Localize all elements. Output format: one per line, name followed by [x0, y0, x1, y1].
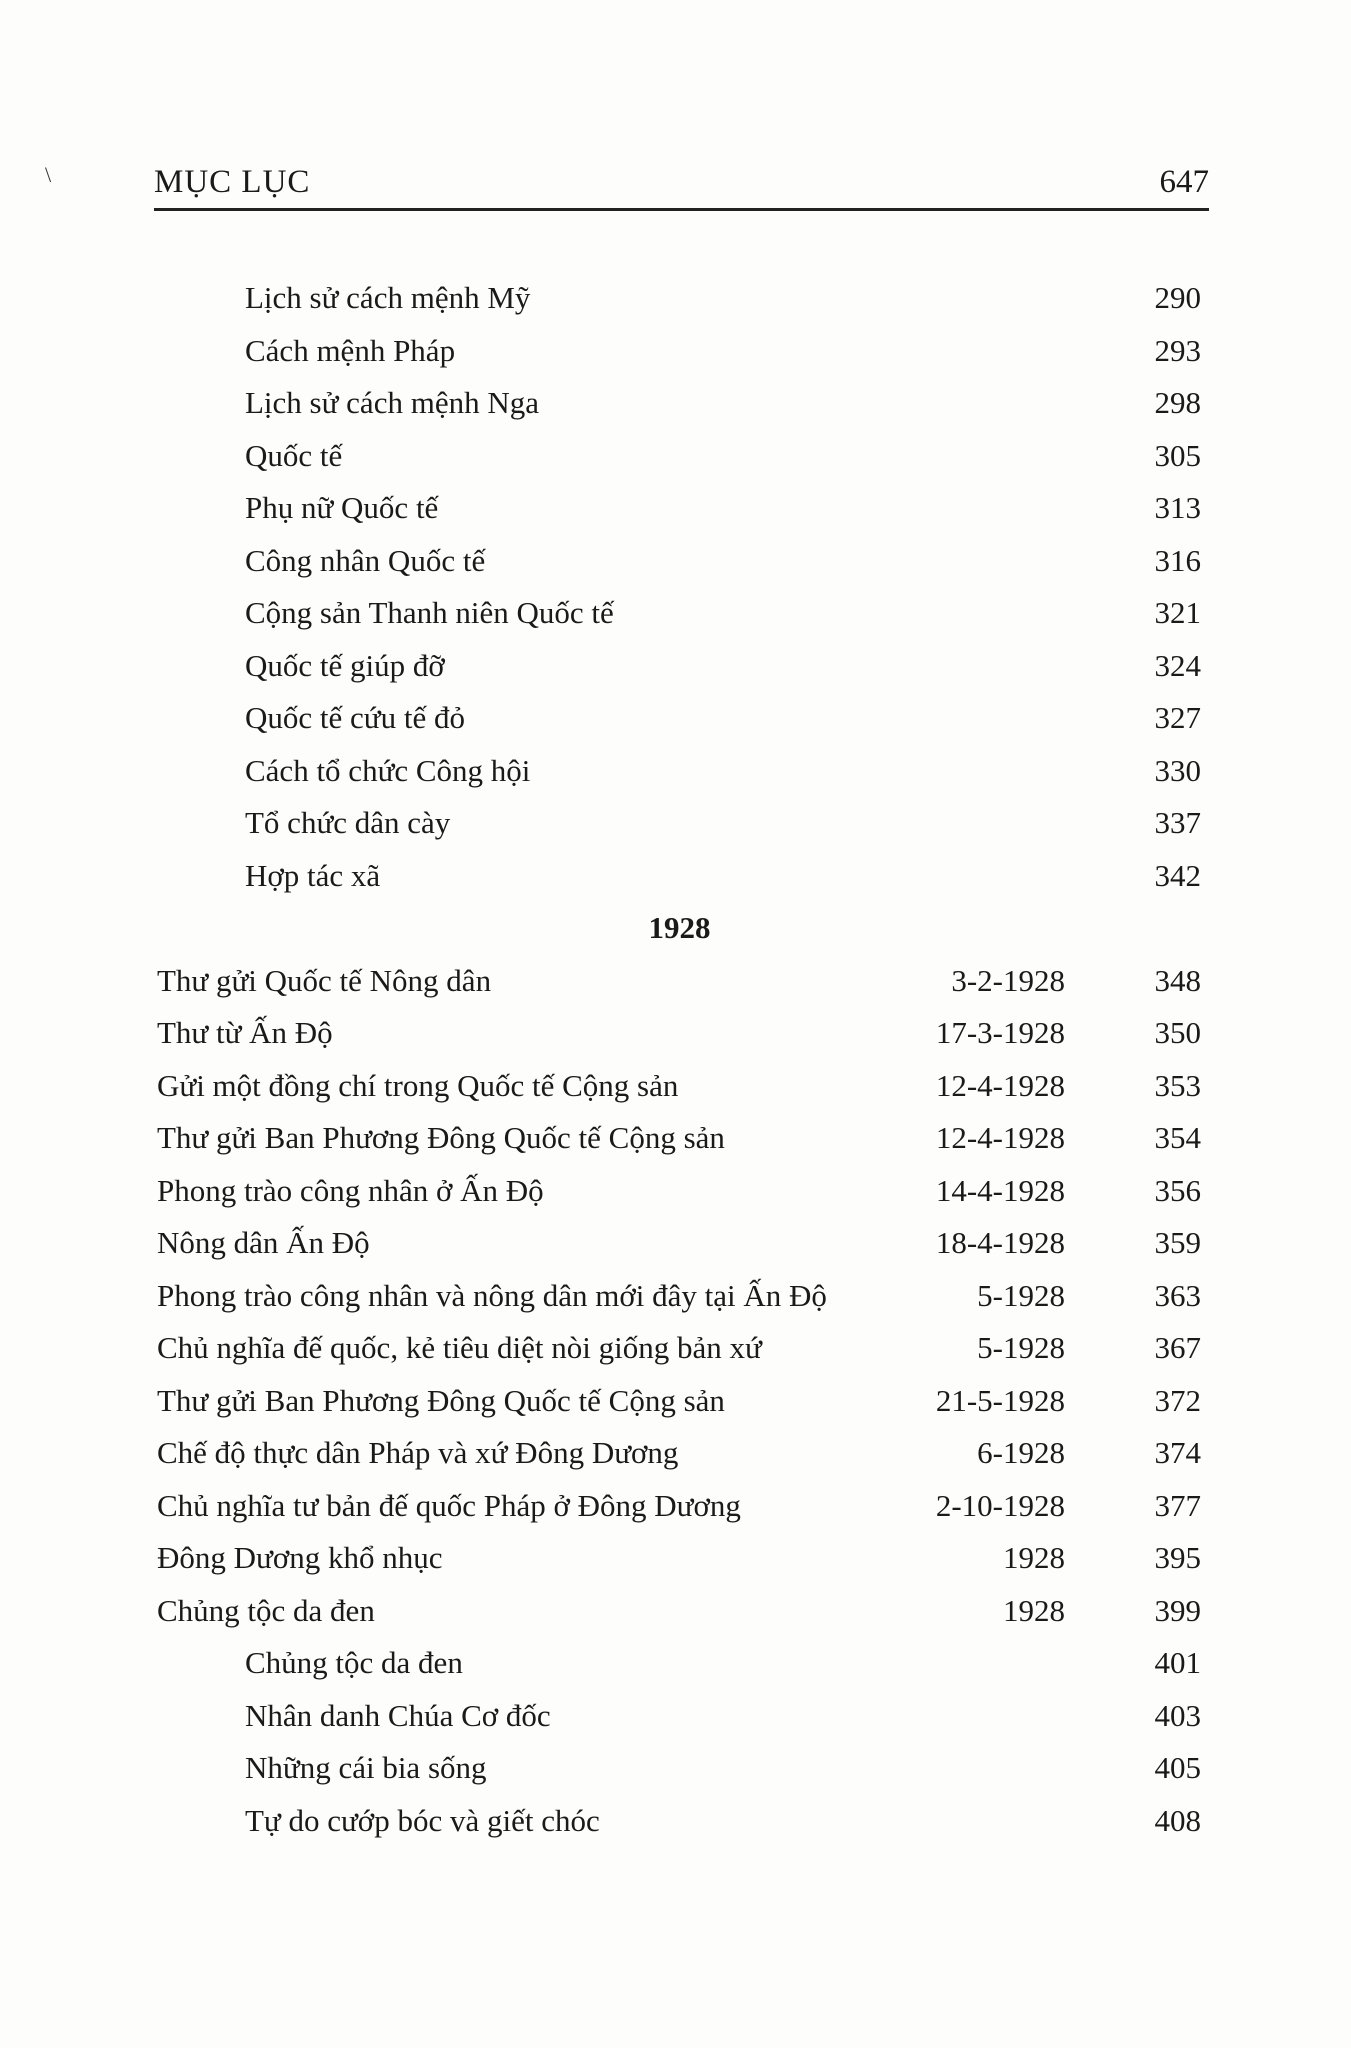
toc-entry-title: Gửi một đồng chí trong Quốc tế Cộng sản [157, 1067, 679, 1103]
toc-entry-page: 359 [1154, 1225, 1201, 1260]
toc-entry [0, 1270, 1351, 1323]
toc-entry [0, 1532, 1351, 1585]
toc-entry-title: Cộng sản Thanh niên Quốc tế [245, 595, 614, 630]
toc-entry-page: 305 [1154, 437, 1201, 473]
toc-entry [0, 1322, 1351, 1375]
toc-entry-date: 5-1928 [977, 1277, 1065, 1313]
toc-entry-page: 354 [1154, 1120, 1201, 1155]
toc-entry-page: 290 [1154, 280, 1201, 315]
toc-entry-page: 293 [1154, 332, 1201, 368]
toc-entry-title: Thư từ Ấn Độ [157, 1015, 333, 1050]
toc-entry-title: Tổ chức dân cày [245, 805, 451, 840]
toc-subsection-b [0, 1637, 1351, 1847]
toc-main-section [0, 955, 1351, 1638]
toc-entry-title: Phong trào công nhân và nông dân mới đây tại Ấn Độ [157, 1277, 827, 1313]
toc-entry [0, 1165, 1351, 1218]
toc-entry-title: Quốc tế giúp đỡ [245, 647, 445, 683]
toc-entry-title: Thư gửi Quốc tế Nông dân [157, 962, 492, 998]
toc-entry [0, 482, 1351, 535]
toc-entry-page: 399 [1154, 1592, 1201, 1628]
toc-entry [0, 1585, 1351, 1638]
toc-entry [0, 955, 1351, 1008]
toc-entry-title: Quốc tế cứu tế đỏ [245, 700, 465, 735]
toc-entry-title: Thư gửi Ban Phương Đông Quốc tế Cộng sản [157, 1120, 725, 1155]
toc-entry-date: 6-1928 [977, 1435, 1065, 1470]
toc-entry [0, 325, 1351, 378]
toc-entry-page: 395 [1154, 1540, 1201, 1575]
toc-entry-title: Thư gửi Ban Phương Đông Quốc tế Cộng sản [157, 1382, 725, 1418]
toc-entry-page: 372 [1154, 1382, 1201, 1418]
page-number: 647 [1159, 164, 1209, 200]
toc-entry [0, 1427, 1351, 1480]
toc-entry-page: 321 [1154, 595, 1201, 630]
toc-entry-date: 18-4-1928 [935, 1225, 1065, 1260]
toc-entry [0, 1480, 1351, 1533]
toc-entry-title: Cách mệnh Pháp [245, 332, 456, 368]
toc-entry-page: 403 [1154, 1697, 1201, 1733]
toc-entry-title: Lịch sử cách mệnh Mỹ [245, 280, 531, 315]
margin-mark: \ [45, 162, 52, 187]
toc-entry-title: Phong trào công nhân ở Ấn Độ [157, 1172, 544, 1208]
toc-entry-title: Tự do cướp bóc và giết chóc [245, 1802, 600, 1838]
toc-entry-page: 342 [1154, 857, 1201, 893]
toc-entry-title: Những cái bia sống [245, 1750, 487, 1785]
toc-entry-date: 2-10-1928 [935, 1487, 1065, 1523]
toc-entry [0, 535, 1351, 588]
toc-entry [0, 850, 1351, 903]
toc-entry [0, 745, 1351, 798]
year-heading-row [0, 902, 1351, 955]
toc-entry [0, 377, 1351, 430]
toc-entry-date: 12-4-1928 [935, 1120, 1065, 1155]
toc-entry-page: 327 [1154, 700, 1201, 735]
toc-entry-page: 401 [1154, 1645, 1201, 1680]
table-of-contents [0, 272, 1351, 1847]
toc-entry-date: 17-3-1928 [935, 1015, 1065, 1050]
toc-entry-title: Nông dân Ấn Độ [157, 1225, 370, 1260]
toc-entry-page: 337 [1154, 805, 1201, 840]
toc-entry-page: 313 [1154, 490, 1201, 525]
toc-entry-date: 1928 [1003, 1592, 1065, 1628]
toc-entry [0, 430, 1351, 483]
toc-entry [0, 1060, 1351, 1113]
toc-entry-date: 1928 [1003, 1540, 1065, 1575]
toc-entry [0, 797, 1351, 850]
toc-entry-page: 377 [1154, 1487, 1201, 1523]
toc-entry-title: Chủng tộc da đen [157, 1592, 375, 1628]
toc-entry-page: 356 [1154, 1172, 1201, 1208]
toc-entry-page: 316 [1154, 542, 1201, 578]
toc-entry-date: 5-1928 [977, 1330, 1065, 1365]
toc-entry-page: 374 [1154, 1435, 1201, 1470]
toc-entry-page: 367 [1154, 1330, 1201, 1365]
toc-entry-title: Cách tổ chức Công hội [245, 752, 531, 788]
toc-entry-title: Đông Dương khổ nhục [157, 1540, 443, 1575]
toc-entry-title: Công nhân Quốc tế [245, 542, 486, 578]
toc-entry-date: 21-5-1928 [935, 1382, 1065, 1418]
toc-entry [0, 1112, 1351, 1165]
toc-entry-page: 324 [1154, 647, 1201, 683]
toc-entry [0, 1637, 1351, 1690]
toc-entry-page: 405 [1154, 1750, 1201, 1785]
toc-entry-date: 3-2-1928 [951, 962, 1065, 998]
toc-entry [0, 692, 1351, 745]
toc-entry-page: 363 [1154, 1277, 1201, 1313]
toc-entry-page: 350 [1154, 1015, 1201, 1050]
toc-entry [0, 1007, 1351, 1060]
toc-entry-date: 14-4-1928 [935, 1172, 1065, 1208]
toc-entry [0, 1217, 1351, 1270]
toc-entry-page: 298 [1154, 385, 1201, 420]
toc-entry-title: Chủ nghĩa tư bản đế quốc Pháp ở Đông Dương [157, 1487, 741, 1523]
toc-entry [0, 1690, 1351, 1743]
toc-entry [0, 1742, 1351, 1795]
page-title: MỤC LỤC [154, 164, 311, 200]
toc-entry-title: Hợp tác xã [245, 857, 381, 893]
toc-entry [0, 272, 1351, 325]
year-heading: 1928 [648, 910, 711, 945]
toc-entry-page: 408 [1154, 1802, 1201, 1838]
page-header [154, 160, 1209, 211]
toc-entry-title: Phụ nữ Quốc tế [245, 490, 439, 525]
toc-entry-title: Chủ nghĩa đế quốc, kẻ tiêu diệt nòi giống bản xứ [157, 1330, 762, 1365]
toc-entry-date: 12-4-1928 [935, 1067, 1065, 1103]
toc-entry-page: 330 [1154, 752, 1201, 788]
toc-entry-title: Nhân danh Chúa Cơ đốc [245, 1697, 551, 1733]
toc-subsection-a [0, 272, 1351, 902]
toc-entry-title: Quốc tế [245, 437, 343, 473]
toc-entry-page: 353 [1154, 1067, 1201, 1103]
toc-entry-title: Chế độ thực dân Pháp và xứ Đông Dương [157, 1435, 679, 1470]
toc-entry [0, 1375, 1351, 1428]
toc-entry [0, 640, 1351, 693]
toc-entry-page: 348 [1154, 962, 1201, 998]
toc-entry [0, 587, 1351, 640]
toc-entry [0, 1795, 1351, 1848]
toc-entry-title: Lịch sử cách mệnh Nga [245, 385, 539, 420]
toc-entry-title: Chủng tộc da đen [245, 1645, 463, 1680]
